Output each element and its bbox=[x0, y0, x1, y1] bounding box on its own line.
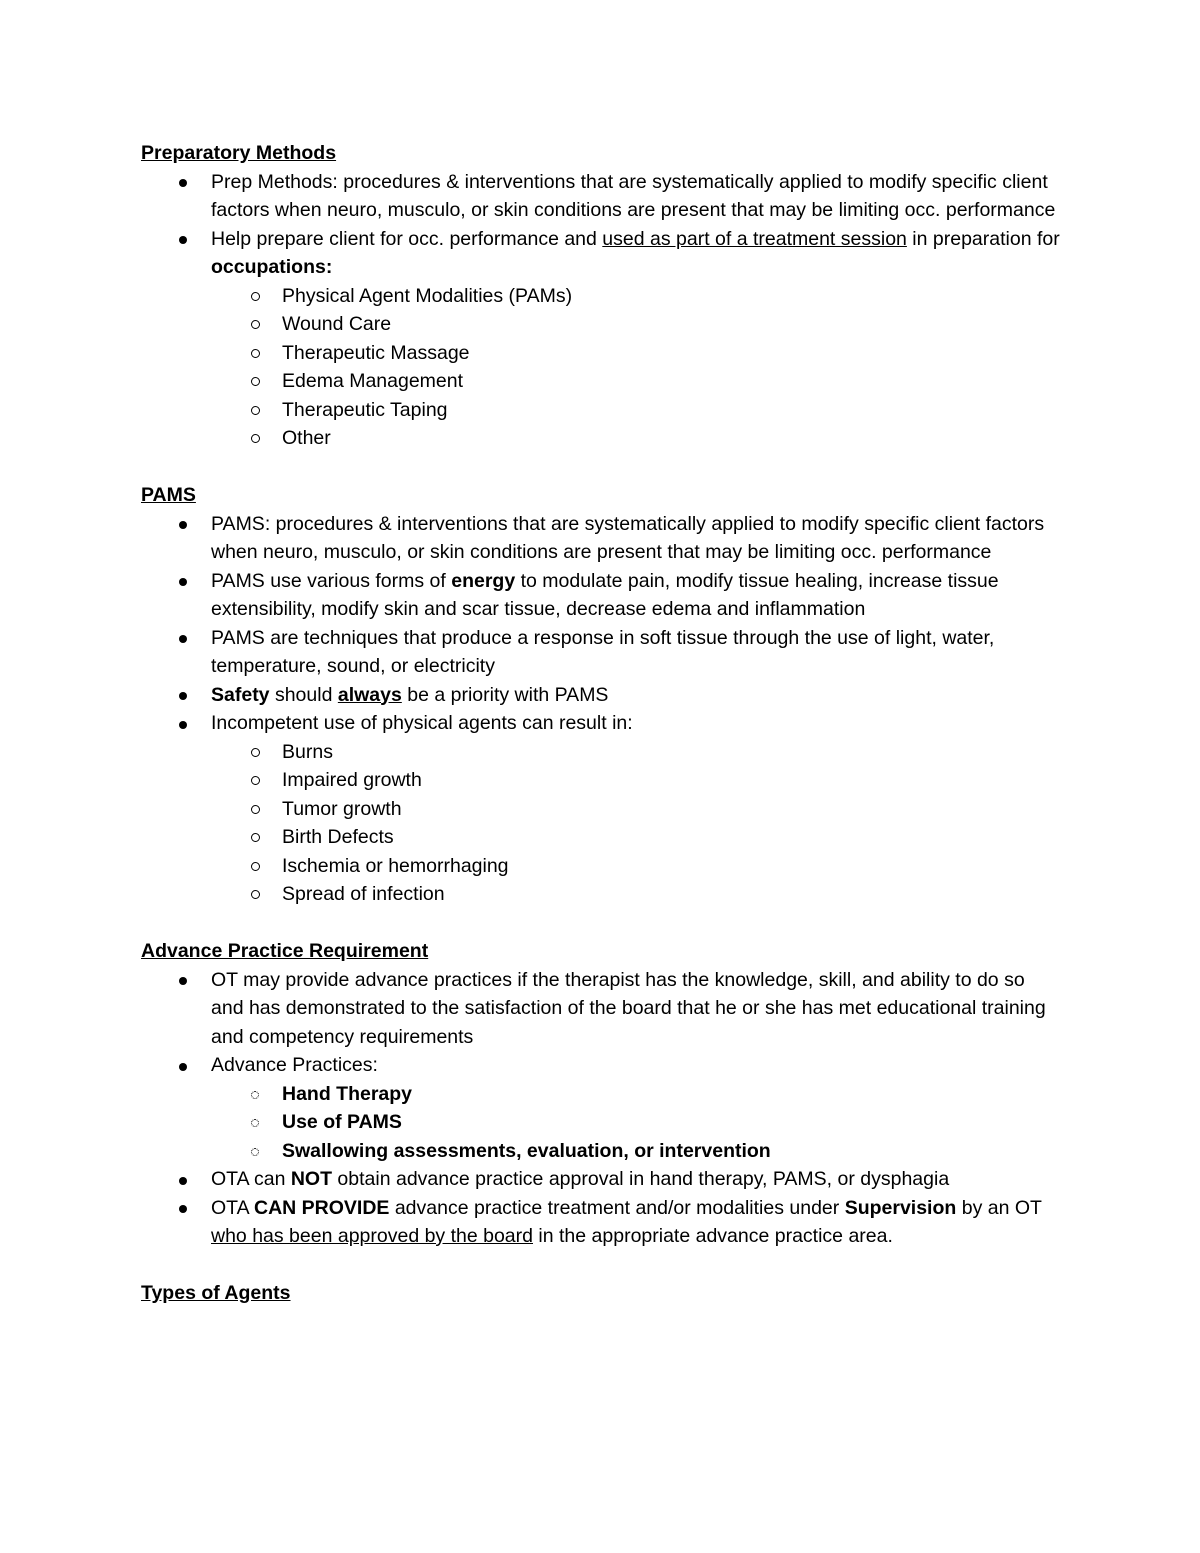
bullet-text: should bbox=[269, 683, 338, 706]
sub-list-item: Burns bbox=[141, 738, 1061, 767]
bold-text: NOT bbox=[290, 1168, 333, 1190]
list-item bbox=[141, 1194, 1061, 1251]
bullet-text: Incompetent use of physical agents can result in: bbox=[211, 712, 633, 734]
bold-text: energy bbox=[451, 569, 516, 592]
sub-list-item: Therapeutic Massage bbox=[141, 339, 1061, 368]
list-item bbox=[141, 624, 1061, 681]
list-item bbox=[141, 567, 1061, 624]
sub-list-item: Physical Agent Modalities (PAMs) bbox=[141, 282, 1061, 311]
sub-list-item: Ischemia or hemorrhaging bbox=[141, 852, 1061, 881]
bold-text: Hand Therapy bbox=[282, 1082, 413, 1105]
list-item bbox=[141, 681, 1061, 710]
list-item bbox=[141, 966, 1061, 1052]
list-item bbox=[141, 1165, 1061, 1194]
underlined-text: who has been approved by the board bbox=[211, 1225, 533, 1247]
section-heading-types-of-agents: Types of Agents bbox=[141, 1282, 291, 1304]
bold-underlined-text: always bbox=[337, 683, 402, 706]
bold-text: Swallowing assessments, evaluation, or intervention bbox=[282, 1139, 771, 1162]
bullet-text: Prep Methods: procedures & interventions that are systematically applied to modify specific client factors when neuro, musculo, or skin conditions are present that may be limiting occ. performance bbox=[211, 170, 1056, 221]
underlined-text: used as part of a treatment session bbox=[602, 227, 907, 250]
list-item bbox=[141, 510, 1061, 567]
bullet-text: PAMS use various forms of bbox=[211, 569, 452, 592]
bold-text: Use of PAMS bbox=[282, 1111, 402, 1133]
sub-bullet-list bbox=[211, 1080, 1061, 1166]
bullet-text: by an OT bbox=[956, 1196, 1042, 1219]
bullet-text: OT may provide advance practices if the therapist has the knowledge, skill, and ability to do so and has demonstrated to the satisfaction of the board that he or she has met educational training and competency requirements bbox=[211, 968, 1046, 1048]
section-heading-advance-practice-requirement: Advance Practice Requirement bbox=[141, 940, 429, 962]
list-item bbox=[141, 225, 1061, 453]
bold-text: CAN PROVIDE bbox=[253, 1196, 390, 1219]
bullet-text: advance practice treatment and/or modalities under bbox=[389, 1196, 845, 1219]
list-item bbox=[141, 168, 1061, 225]
bullet-text: in the appropriate advance practice area. bbox=[533, 1225, 893, 1247]
bullet-text: PAMS: procedures & interventions that are systematically applied to modify specific client factors when neuro, musculo, or skin conditions are present that may be limiting occ. performance bbox=[211, 512, 1045, 563]
bullet-text: Advance Practices: bbox=[211, 1054, 378, 1076]
sub-bullet-list bbox=[211, 738, 1061, 909]
sub-list-item: Edema Management bbox=[141, 367, 1061, 396]
section-heading-pams: PAMS bbox=[141, 484, 196, 506]
sub-list-item: Birth Defects bbox=[141, 823, 1061, 852]
sub-list-item: Therapeutic Taping bbox=[141, 396, 1061, 425]
bullet-list bbox=[141, 168, 1061, 453]
bullet-text: to modulate pain, modify tissue healing, increase tissue extensibility, modify skin and scar tissue, decrease edema and inflammation bbox=[211, 569, 999, 620]
section-heading-preparatory-methods: Preparatory Methods bbox=[141, 142, 337, 164]
sub-list-item: Wound Care bbox=[141, 310, 1061, 339]
document-page bbox=[141, 139, 1061, 1308]
bold-text: Safety bbox=[211, 683, 270, 706]
bullet-text: PAMS are techniques that produce a response in soft tissue through the use of light, water, temperature, sound, or electricity bbox=[211, 626, 995, 677]
sub-bullet-list bbox=[211, 282, 1061, 453]
bullet-list bbox=[141, 966, 1061, 1251]
sub-list-item: Spread of infection bbox=[141, 880, 1061, 909]
sub-list-item: Tumor growth bbox=[141, 795, 1061, 824]
bold-text: Supervision bbox=[844, 1196, 957, 1219]
bold-text: occupations: bbox=[211, 256, 333, 278]
bullet-list bbox=[141, 510, 1061, 909]
sub-list-item bbox=[141, 1080, 1061, 1109]
bullet-text: OTA bbox=[211, 1196, 254, 1219]
sub-list-item: Impaired growth bbox=[141, 766, 1061, 795]
bullet-text: Help prepare client for occ. performance and bbox=[211, 227, 603, 250]
sub-list-item bbox=[141, 1137, 1061, 1166]
list-item bbox=[141, 1051, 1061, 1165]
bullet-text: obtain advance practice approval in hand therapy, PAMS, or dysphagia bbox=[332, 1168, 950, 1190]
bullet-text: in preparation for bbox=[906, 227, 1060, 250]
sub-list-item bbox=[141, 1108, 1061, 1137]
sub-list-item: Other bbox=[141, 424, 1061, 453]
bullet-text: be a priority with PAMS bbox=[401, 683, 609, 706]
list-item bbox=[141, 709, 1061, 909]
bullet-text: OTA can bbox=[211, 1168, 291, 1190]
